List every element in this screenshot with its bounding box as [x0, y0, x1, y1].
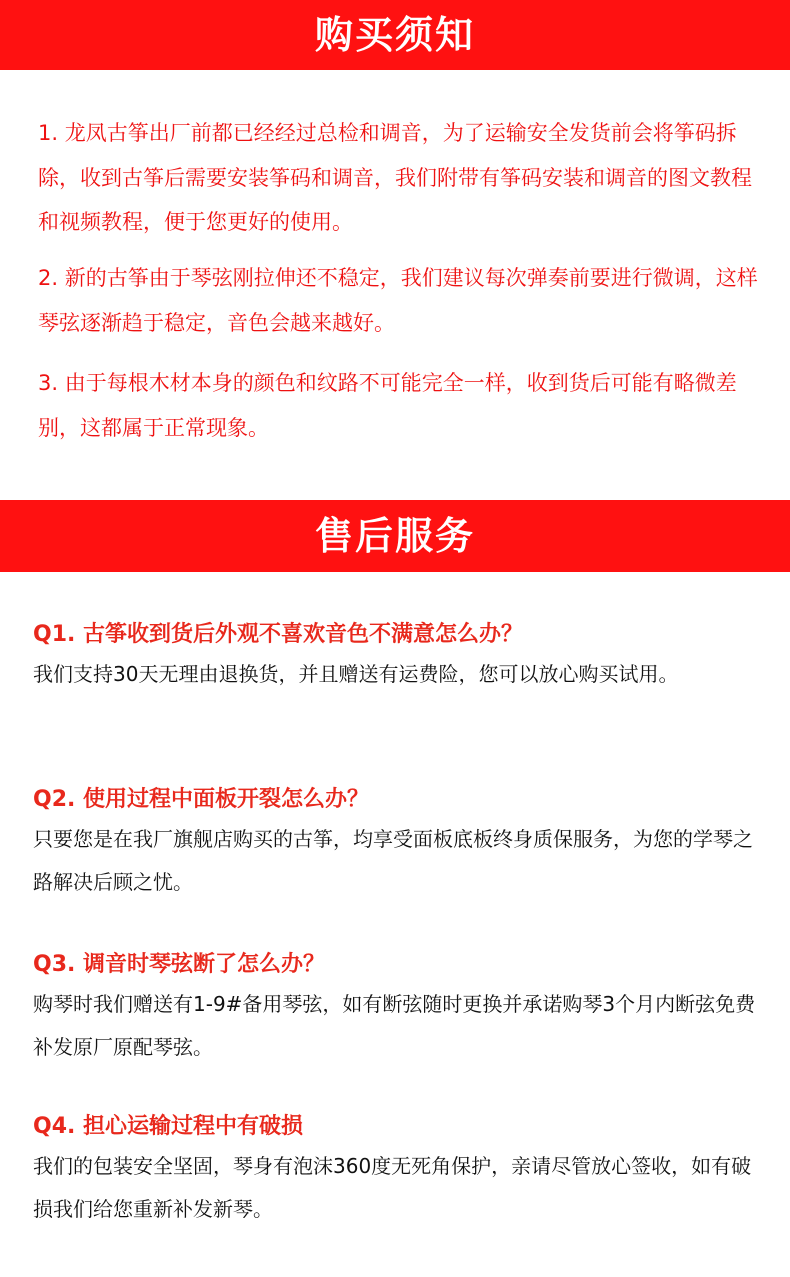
- notice-item-3: 3. 由于每根木材本身的颜色和纹路不可能完全一样，收到货后可能有略微差别，这都属于正常现象。: [38, 371, 737, 440]
- faq-question: Q3. 调音时琴弦断了怎么办？: [33, 952, 326, 977]
- faq-question: Q4. 担心运输过程中有破损: [33, 1114, 304, 1139]
- after-sales-banner: [0, 500, 790, 572]
- faq-item-1: [33, 620, 768, 696]
- notice-item-1: 1. 龙凤古筝出厂前都已经经过总检和调音，为了运输安全发货前会将筝码拆除，收到古筝后需要安装筝码和调音，我们附带有筝码安装和调音的图文教程和视频教程，便于您更好的使用。: [38, 121, 752, 234]
- faq-item-4: [33, 1112, 768, 1230]
- faq-item-3: [33, 950, 768, 1068]
- faq-answer: 我们支持30天无理由退换货，并且赠送有运费险，您可以放心购买试用。: [33, 662, 679, 686]
- after-sales-title: 售后服务: [314, 514, 475, 558]
- notice-item-2: 2. 新的古筝由于琴弦刚拉伸还不稳定，我们建议每次弹奏前要进行微调，这样琴弦逐渐趋于稳定，音色会越来越好。: [38, 266, 758, 335]
- faq-answer: 购琴时我们赠送有1-9#备用琴弦，如有断弦随时更换并承诺购琴3个月内断弦免费补发原厂原配琴弦。: [33, 992, 756, 1059]
- faq-question: Q2. 使用过程中面板开裂怎么办？: [33, 787, 370, 812]
- faq-answer: 只要您是在我厂旗舰店购买的古筝，均享受面板底板终身质保服务，为您的学琴之路解决后顾之忧。: [33, 827, 753, 894]
- faq-answer: 我们的包装安全坚固，琴身有泡沫360度无死角保护，亲请尽管放心签收，如有破损我们给您重新补发新琴。: [33, 1154, 752, 1221]
- faq-question: Q1. 古筝收到货后外观不喜欢音色不满意怎么办？: [33, 622, 524, 647]
- purchase-notice-banner: [0, 0, 790, 70]
- faq-item-2: [33, 785, 768, 903]
- purchase-notice-title: 购买须知: [314, 13, 475, 57]
